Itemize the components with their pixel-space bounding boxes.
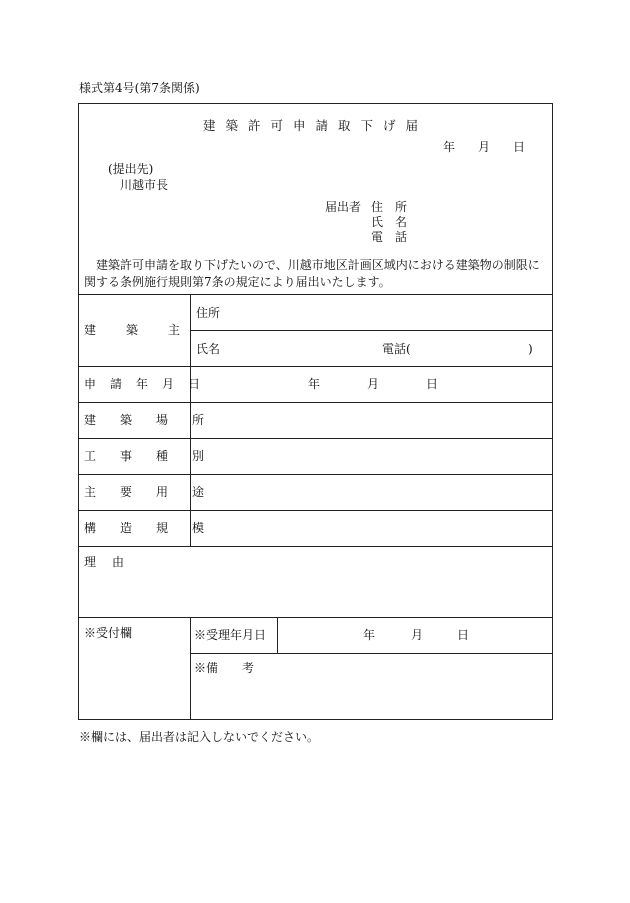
divider-reason <box>78 617 553 618</box>
divider-date <box>78 402 553 403</box>
received-date-day: 日 <box>457 628 470 642</box>
received-date-label: ※受理年月日 <box>194 628 267 642</box>
notifier-name-label: 氏 名 <box>371 215 408 229</box>
work-type-label: 工 事 種 別 <box>84 449 211 463</box>
divider-structure <box>78 546 553 547</box>
reason-label: 理 由 <box>84 555 127 569</box>
addressee-name: 川越市長 <box>120 178 169 192</box>
divider-site <box>78 438 553 439</box>
header-date-month: 月 <box>478 140 491 154</box>
builder-phone-label: 電話( <box>382 342 411 356</box>
column-divider-received-date <box>277 617 278 653</box>
notifier-phone-label: 電 話 <box>371 230 408 244</box>
column-divider-reception <box>190 617 191 720</box>
divider-work <box>78 474 553 475</box>
builder-phone-close: ) <box>528 342 533 356</box>
addressee-label: (提出先) <box>108 162 154 176</box>
structure-label: 構 造 規 模 <box>84 521 211 535</box>
builder-address-label: 住所 <box>196 306 221 320</box>
builder-label: 建 築 主 <box>84 323 183 337</box>
remarks-label: ※備 考 <box>194 661 255 675</box>
header-date-year: 年 <box>443 140 456 154</box>
form-frame <box>78 103 553 720</box>
received-date-year: 年 <box>363 628 376 642</box>
received-date-month: 月 <box>411 628 424 642</box>
application-date-year: 年 <box>308 377 321 391</box>
builder-name-label: 氏名 <box>196 342 221 356</box>
use-label: 主 要 用 途 <box>84 485 211 499</box>
divider-builder-mid <box>190 330 553 331</box>
divider-use <box>78 510 553 511</box>
footer-note: ※欄には、届出者は記入しないでください。 <box>79 730 320 744</box>
reception-label: ※受付欄 <box>84 626 133 640</box>
application-date-day: 日 <box>426 377 439 391</box>
form-title: 建築許可申請取下げ届 <box>202 118 428 133</box>
notifier-label: 届出者 <box>325 200 362 214</box>
divider-builder <box>78 366 553 367</box>
header-date-day: 日 <box>513 140 526 154</box>
application-date-label: 申 請 年 月 日 <box>84 377 202 391</box>
site-label: 建 築 場 所 <box>84 413 211 427</box>
form-number: 様式第4号(第7条関係) <box>79 81 200 95</box>
divider-statement <box>78 294 553 295</box>
divider-reception <box>190 653 553 654</box>
statement-text: 建築許可申請を取り下げたいので、川越市地区計画区域内における建築物の制限に関する条例施行規則第7条の規定により届出いたします。 <box>84 258 540 289</box>
application-date-month: 月 <box>367 377 380 391</box>
notifier-address-label: 住 所 <box>371 200 408 214</box>
